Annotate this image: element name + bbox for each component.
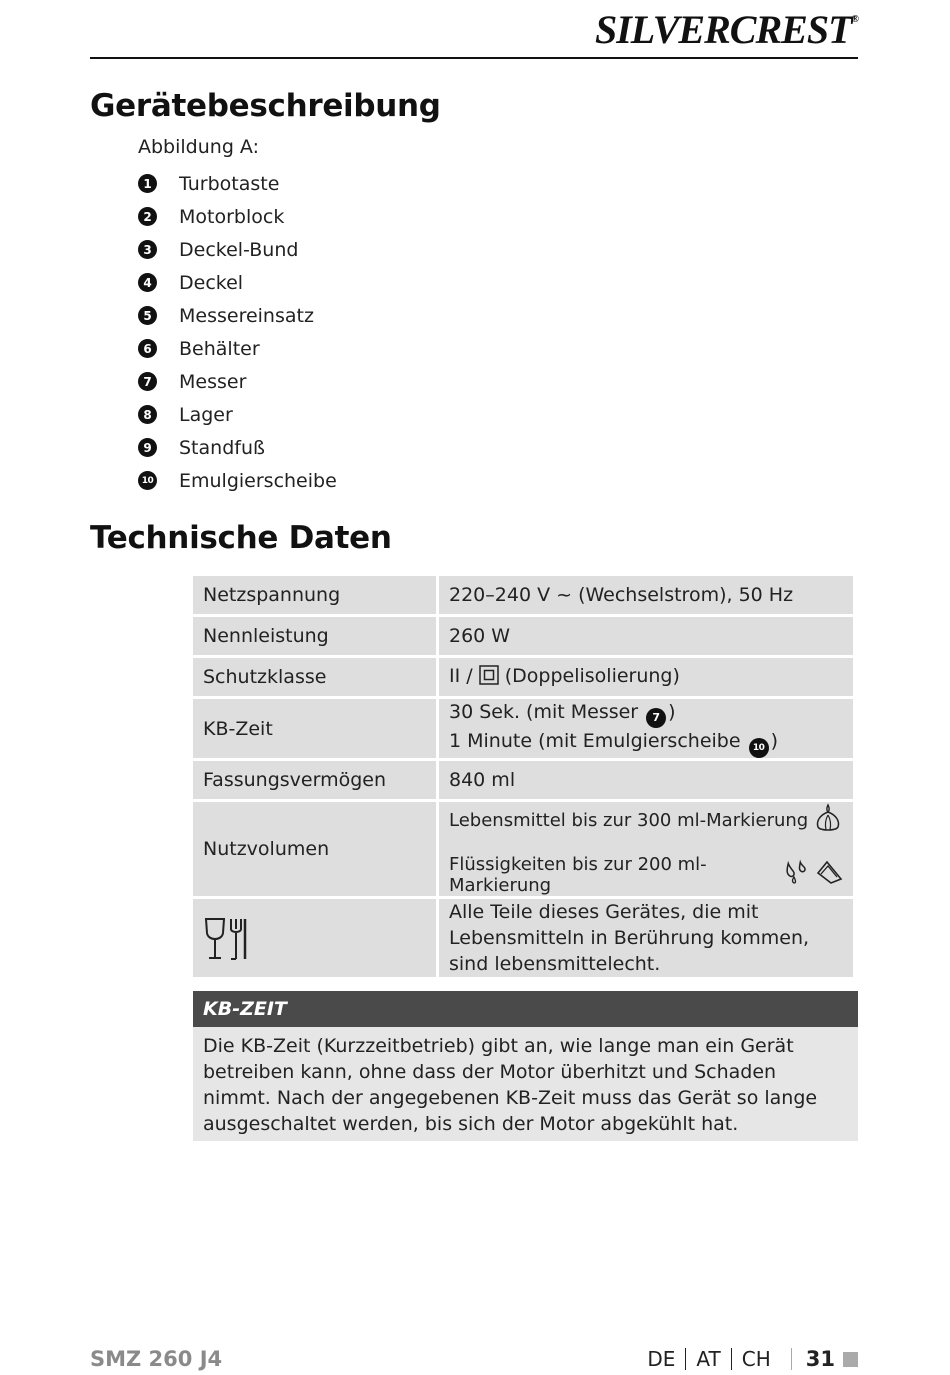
list-item (138, 266, 337, 299)
note-title: KB-ZEIT (193, 991, 858, 1027)
brand-logo: SILVERCREST® (594, 7, 858, 52)
list-item (138, 167, 337, 200)
spec-key: Nutzvolumen (193, 802, 436, 896)
page-marker (843, 1352, 858, 1367)
table-row (193, 576, 853, 614)
spec-value: 30 Sek. (mit Messer 7 ) 1 Minute (mit Emulgierscheibe 10 ) (439, 699, 853, 758)
spec-key: KB-Zeit (193, 699, 436, 758)
double-insulation-icon (479, 665, 499, 690)
page-number: 31 (805, 1347, 835, 1371)
parts-list (138, 167, 337, 497)
number-badge: 3 (138, 240, 157, 259)
food-safe-icon (203, 915, 249, 968)
list-item (138, 200, 337, 233)
part-label: Deckel-Bund (179, 238, 299, 261)
footer-model: SMZ 260 J4 (90, 1347, 223, 1371)
table-row (193, 899, 853, 977)
number-badge: 7 (138, 372, 157, 391)
number-badge: 8 (138, 405, 157, 424)
table-row (193, 617, 853, 655)
spec-key: Nennleistung (193, 617, 436, 655)
spec-value: II / (Doppelisolierung) (439, 658, 853, 696)
divider (731, 1348, 732, 1370)
ice-cube-icon (815, 859, 843, 890)
part-label: Emulgierscheibe (179, 469, 337, 492)
spec-value: 220–240 V ~ (Wechselstrom), 50 Hz (439, 576, 853, 614)
number-badge: 1 (138, 174, 157, 193)
note-body: Die KB-Zeit (Kurzzeitbetrieb) gibt an, wie lange man ein Gerät betreiben kann, ohne dass der Motor überhitzt und Schaden nimmt. Nach der angegebenen KB-Zeit muss das Gerät so lange ausgeschaltet werden, bis sich der Motor abgekühlt hat. (193, 1027, 858, 1141)
garlic-icon (814, 803, 842, 838)
part-label: Lager (179, 403, 233, 426)
list-item (138, 464, 337, 497)
droplets-icon (783, 859, 809, 890)
list-item (138, 332, 337, 365)
footer-nav (647, 1347, 858, 1371)
number-badge: 10 (749, 738, 769, 758)
part-label: Behälter (179, 337, 260, 360)
spec-key: Schutzklasse (193, 658, 436, 696)
number-badge: 4 (138, 273, 157, 292)
section-title-device: Gerätebeschreibung (90, 88, 441, 124)
list-item (138, 233, 337, 266)
part-label: Turbotaste (179, 172, 280, 195)
list-item (138, 365, 337, 398)
spec-value: 260 W (439, 617, 853, 655)
spec-value: Alle Teile dieses Gerätes, die mit Lebensmitteln in Berührung kommen, sind lebensmittelecht. (439, 899, 853, 977)
list-item (138, 398, 337, 431)
number-badge: 7 (646, 708, 666, 728)
section-title-specs: Technische Daten (90, 520, 392, 556)
number-badge: 5 (138, 306, 157, 325)
number-badge: 2 (138, 207, 157, 226)
spec-key: Fassungsvermögen (193, 761, 436, 799)
part-label: Standfuß (179, 436, 265, 459)
table-row (193, 658, 853, 696)
spec-value: Lebensmittel bis zur 300 ml-Markierung Flüssigkeiten bis zur 200 ml-Markierung (439, 802, 853, 896)
table-row (193, 761, 853, 799)
divider (685, 1348, 686, 1370)
part-label: Motorblock (179, 205, 285, 228)
figure-label: Abbildung A: (138, 136, 259, 158)
table-row (193, 802, 853, 896)
number-badge: 10 (138, 471, 157, 490)
spec-value: 840 ml (439, 761, 853, 799)
spec-key: Netzspannung (193, 576, 436, 614)
list-item (138, 431, 337, 464)
spec-key (193, 899, 436, 977)
country-de: DE (647, 1347, 676, 1371)
number-badge: 9 (138, 438, 157, 457)
header-rule (90, 57, 858, 59)
country-ch: CH (741, 1347, 771, 1371)
table-row (193, 699, 853, 758)
part-label: Messereinsatz (179, 304, 314, 327)
divider (791, 1348, 792, 1370)
country-at: AT (696, 1347, 721, 1371)
part-label: Deckel (179, 271, 244, 294)
list-item (138, 299, 337, 332)
part-label: Messer (179, 370, 247, 393)
specs-table (190, 573, 856, 980)
number-badge: 6 (138, 339, 157, 358)
